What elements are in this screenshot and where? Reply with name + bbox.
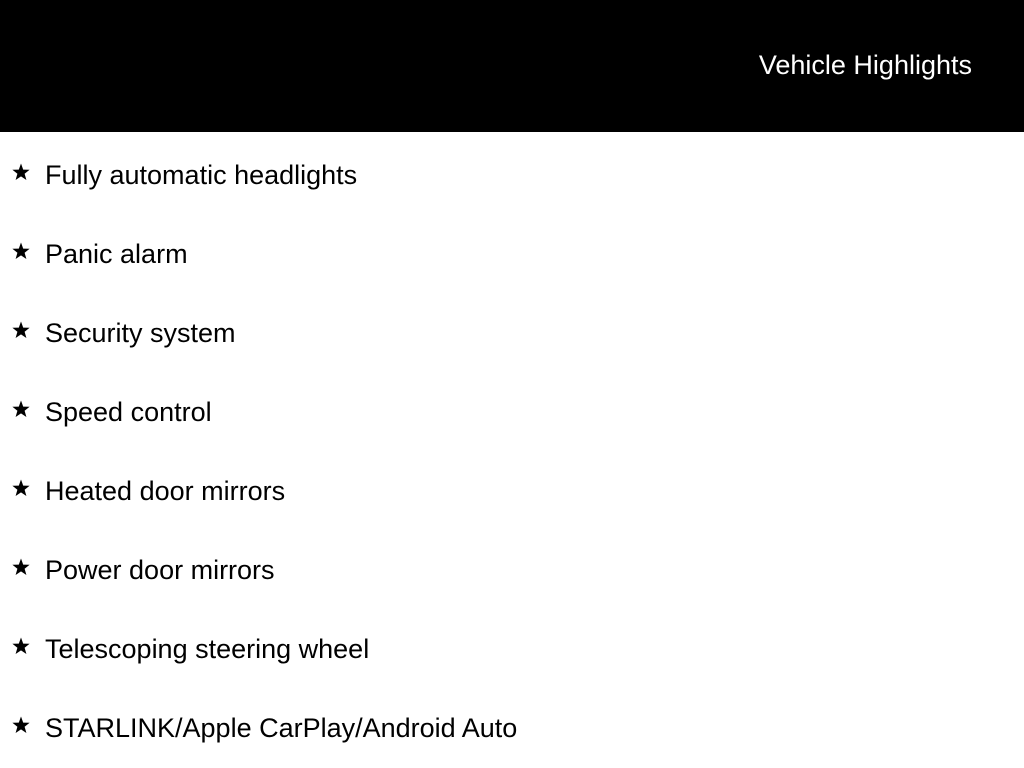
star-icon (11, 715, 31, 735)
list-item-label: Security system (45, 318, 236, 348)
list-item-label: Telescoping steering wheel (45, 634, 370, 664)
list-item (0, 707, 1024, 747)
star-icon (11, 399, 31, 419)
star-icon (11, 241, 31, 261)
page-title: Vehicle Highlights (758, 50, 972, 80)
star-icon (11, 320, 31, 340)
list-item-label: Heated door mirrors (45, 476, 286, 506)
list-item-label: Panic alarm (45, 239, 188, 269)
list-item-label: Fully automatic headlights (45, 160, 358, 190)
list-item (0, 549, 1024, 589)
star-icon (11, 636, 31, 656)
list-item (0, 312, 1024, 352)
star-icon (11, 478, 31, 498)
star-icon (11, 557, 31, 577)
list-item (0, 628, 1024, 668)
list-item (0, 391, 1024, 431)
list-item (0, 233, 1024, 273)
list-item-label: Speed control (45, 397, 212, 427)
list-item (0, 154, 1024, 194)
list-item-label: STARLINK/Apple CarPlay/Android Auto (45, 713, 518, 743)
list-item (0, 470, 1024, 510)
list-item-label: Power door mirrors (45, 555, 275, 585)
star-icon (11, 162, 31, 182)
header-bar (0, 0, 1024, 132)
